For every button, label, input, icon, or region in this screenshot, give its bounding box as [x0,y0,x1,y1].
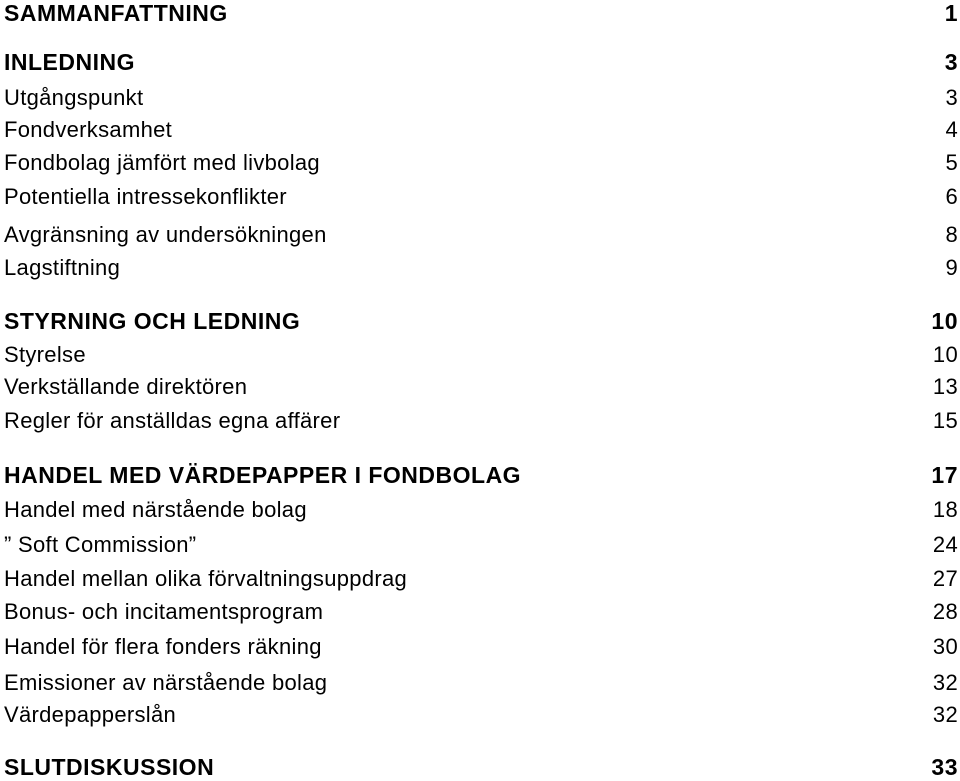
toc-entry-page: 1 [944,0,958,26]
toc-entry-soft-commission [4,532,958,558]
toc-entry-title: SAMMANFATTNING [4,0,228,26]
toc-entry-title: Handel mellan olika förvaltningsuppdrag [4,566,408,591]
toc-entry-intressekonflikter [4,184,958,210]
toc-entry-title: Bonus- och incitamentsprogram [4,599,324,624]
toc-heading-slutdiskussion [4,754,958,781]
toc-entry-title: Värdepapperslån [4,702,177,727]
toc-entry-bonus [4,599,958,625]
toc-entry-page: 18 [932,497,958,522]
toc-entry-page: 5 [945,150,958,175]
toc-entry-page: 3 [944,49,958,75]
toc-entry-page: 8 [945,222,958,247]
toc-entry-page: 30 [932,634,958,659]
toc-entry-flera-fonder [4,634,958,660]
toc-entry-title: Verkställande direktören [4,374,248,399]
toc-entry-title: Handel för flera fonders räkning [4,634,322,659]
toc-entry-page: 27 [932,566,958,591]
toc-entry-styrelse [4,342,958,368]
toc-entry-utgangspunkt [4,85,958,111]
toc-entry-title: ” Soft Commission” [4,532,197,557]
toc-entry-page: 10 [931,308,958,334]
toc-entry-page: 32 [932,702,958,727]
toc-entry-narstaende-bolag [4,497,958,523]
toc-entry-fondbolag-livbolag [4,150,958,176]
toc-heading-inledning [4,49,958,76]
toc-entry-page: 32 [932,670,958,695]
toc-entry-title: Regler för anställdas egna affärer [4,408,341,433]
toc-entry-title: SLUTDISKUSSION [4,754,215,780]
toc-entry-title: Avgränsning av undersökningen [4,222,327,247]
toc-entry-title: INLEDNING [4,49,135,75]
toc-heading-handel [4,462,958,489]
toc-entry-vardepapperslan [4,702,958,728]
toc-entry-page: 24 [932,532,958,557]
toc-heading-sammanfattning [4,0,958,27]
toc-entry-emissioner [4,670,958,696]
toc-entry-title: Utgångspunkt [4,85,144,110]
toc-entry-title: Fondverksamhet [4,117,173,142]
toc-entry-avgransning [4,222,958,248]
toc-entry-title: Lagstiftning [4,255,121,280]
toc-entry-page: 28 [932,599,958,624]
toc-entry-lagstiftning [4,255,958,281]
toc-entry-vd [4,374,958,400]
toc-entry-anstalldas-affarer [4,408,958,434]
toc-entry-page: 13 [932,374,958,399]
toc-entry-forvaltningsuppdrag [4,566,958,592]
toc-entry-title: HANDEL MED VÄRDEPAPPER I FONDBOLAG [4,462,522,488]
toc-entry-title: Fondbolag jämfört med livbolag [4,150,320,175]
toc-entry-page: 17 [931,462,958,488]
toc-entry-page: 15 [932,408,958,433]
toc-entry-title: Potentiella intressekonflikter [4,184,287,209]
toc-entry-title: Emissioner av närstående bolag [4,670,328,695]
toc-entry-page: 3 [945,85,958,110]
toc-entry-title: Styrelse [4,342,86,367]
toc-entry-page: 10 [932,342,958,367]
toc-entry-page: 9 [945,255,958,280]
toc-entry-title: STYRNING OCH LEDNING [4,308,301,334]
toc-entry-page: 4 [945,117,958,142]
toc-entry-page: 6 [945,184,958,209]
toc-entry-title: Handel med närstående bolag [4,497,307,522]
toc-heading-styrning [4,308,958,335]
toc-entry-fondverksamhet [4,117,958,143]
toc-entry-page: 33 [931,754,958,780]
